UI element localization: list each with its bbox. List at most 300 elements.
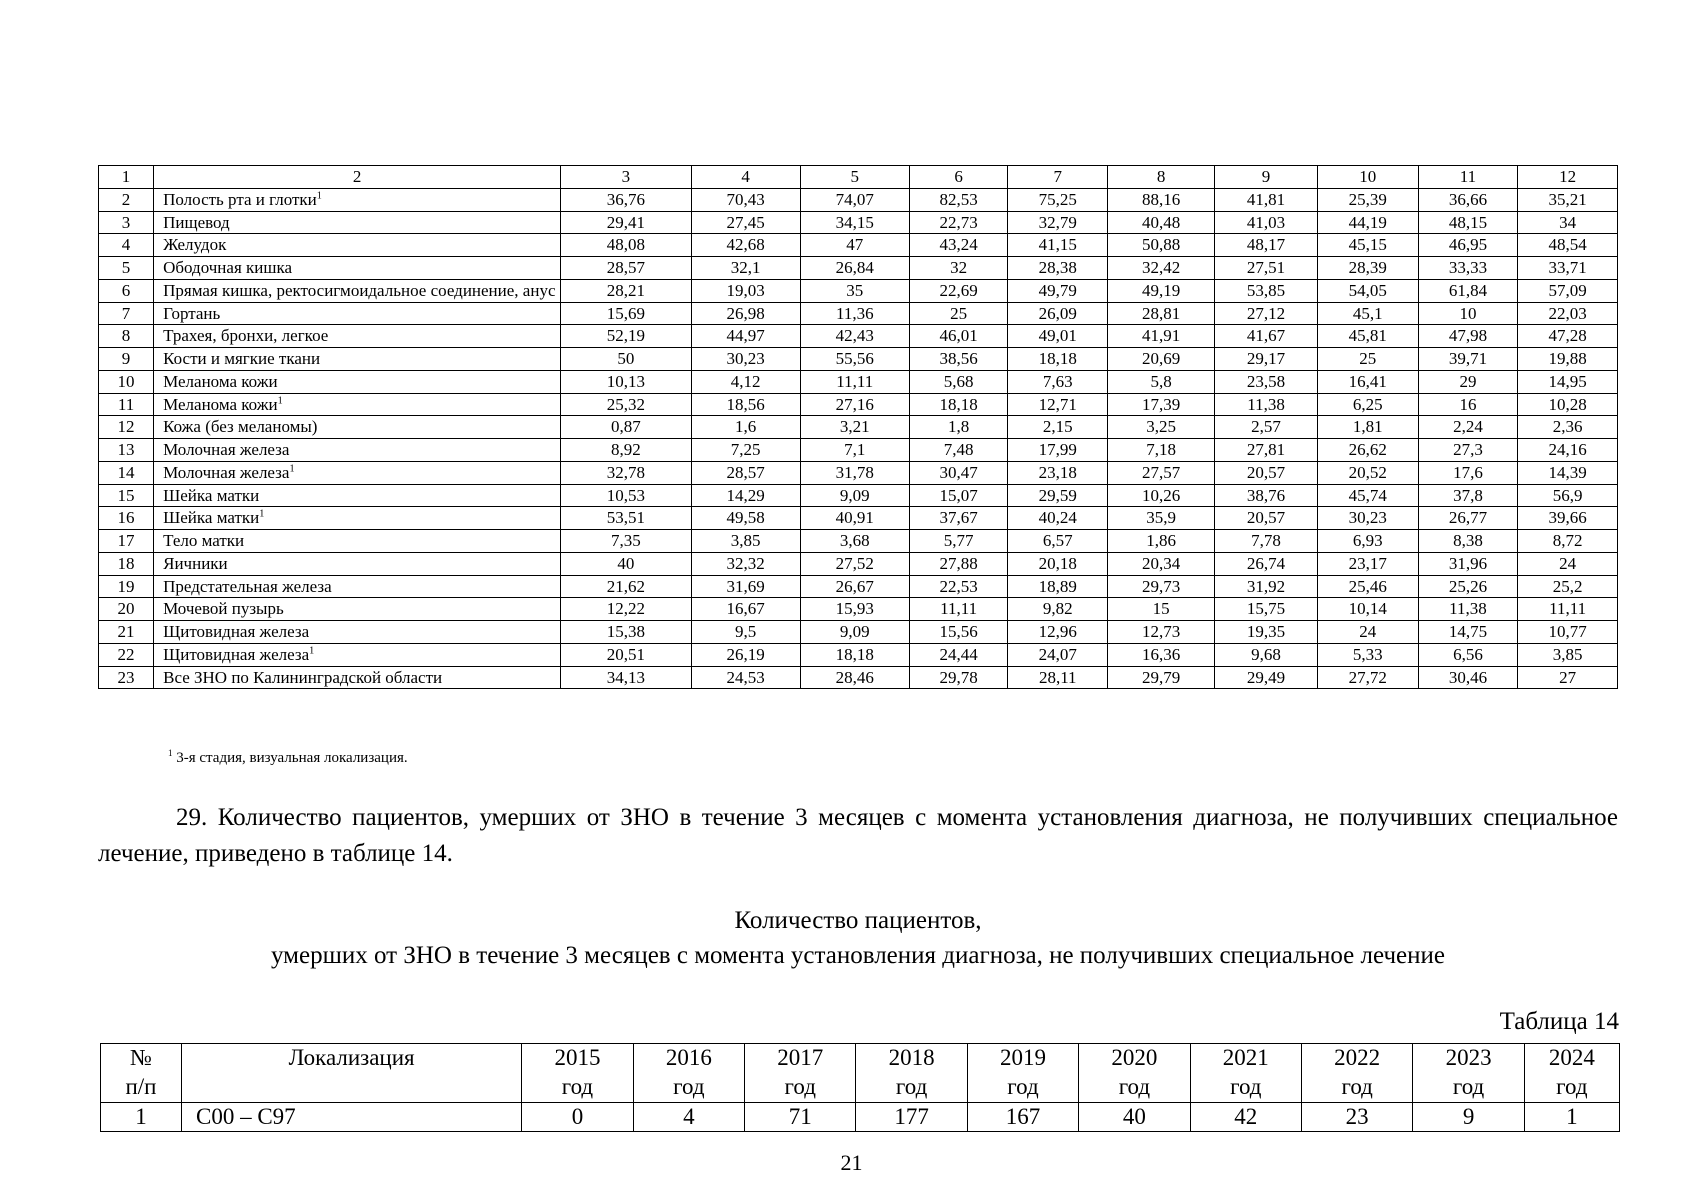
table-row (99, 188, 1618, 211)
value-cell: 41,91 (1108, 325, 1215, 348)
value-cell: 30,47 (909, 461, 1008, 484)
value-cell: 26,84 (800, 257, 909, 280)
value-cell: 6,25 (1317, 393, 1418, 416)
value-cell: 17,99 (1008, 439, 1108, 462)
row-number: 21 (99, 621, 154, 644)
value-cell: 27,72 (1317, 666, 1418, 689)
value-cell: 39,71 (1418, 348, 1518, 371)
table-row (99, 484, 1618, 507)
value-cell: 82,53 (909, 188, 1008, 211)
value-cell: 23 (1301, 1102, 1412, 1132)
table-row (99, 211, 1618, 234)
value-cell: 167 (967, 1102, 1078, 1132)
row-number: 8 (99, 325, 154, 348)
value-cell: 27,16 (800, 393, 909, 416)
value-cell: 38,76 (1215, 484, 1318, 507)
table-row (99, 302, 1618, 325)
value-cell: 53,51 (561, 507, 691, 530)
value-cell: 11,38 (1418, 598, 1518, 621)
header-year: 2016 год (633, 1044, 744, 1103)
value-cell: 47 (800, 234, 909, 257)
value-cell: 47,98 (1418, 325, 1518, 348)
value-cell: 41,03 (1215, 211, 1318, 234)
header-cell: 7 (1008, 166, 1108, 189)
value-cell: 44,19 (1317, 211, 1418, 234)
value-cell: 23,18 (1008, 461, 1108, 484)
value-cell: 26,74 (1215, 552, 1318, 575)
value-cell: 32 (909, 257, 1008, 280)
row-number: 7 (99, 302, 154, 325)
table-row (99, 575, 1618, 598)
row-number: 22 (99, 643, 154, 666)
value-cell: 31,69 (691, 575, 800, 598)
value-cell: 18,18 (909, 393, 1008, 416)
row-number: 18 (99, 552, 154, 575)
value-cell: 42,68 (691, 234, 800, 257)
value-cell: 1 (1524, 1102, 1619, 1132)
header-localization: Локализация (182, 1044, 522, 1103)
value-cell: 20,57 (1215, 507, 1318, 530)
value-cell: 45,15 (1317, 234, 1418, 257)
value-cell: 43,24 (909, 234, 1008, 257)
value-cell: 25 (909, 302, 1008, 325)
footnote-marker: 1 (309, 645, 315, 657)
header-year: 2018 год (856, 1044, 967, 1103)
value-cell: 31,78 (800, 461, 909, 484)
value-cell: 15,07 (909, 484, 1008, 507)
value-cell: 23,17 (1317, 552, 1418, 575)
table-row (99, 666, 1618, 689)
value-cell: 35,9 (1108, 507, 1215, 530)
row-number: 5 (99, 257, 154, 280)
value-cell: 7,78 (1215, 530, 1318, 553)
value-cell: 15,56 (909, 621, 1008, 644)
row-localization: Прямая кишка, ректосигмоидальное соединение, анус (154, 279, 561, 302)
value-cell: 1,86 (1108, 530, 1215, 553)
header-year: 2021 год (1190, 1044, 1301, 1103)
value-cell: 9,82 (1008, 598, 1108, 621)
value-cell: 22,03 (1518, 302, 1618, 325)
value-cell: 11,11 (909, 598, 1008, 621)
value-cell: 36,76 (561, 188, 691, 211)
header-cell: 11 (1418, 166, 1518, 189)
value-cell: 6,57 (1008, 530, 1108, 553)
table-row (99, 416, 1618, 439)
header-year: 2024 год (1524, 1044, 1619, 1103)
value-cell: 11,38 (1215, 393, 1318, 416)
value-cell: 48,54 (1518, 234, 1618, 257)
value-cell: 35,21 (1518, 188, 1618, 211)
value-cell: 12,71 (1008, 393, 1108, 416)
value-cell: 42 (1190, 1102, 1301, 1132)
table-row (99, 257, 1618, 280)
value-cell: 25,46 (1317, 575, 1418, 598)
value-cell: 45,1 (1317, 302, 1418, 325)
table-row (99, 325, 1618, 348)
value-cell: 45,74 (1317, 484, 1418, 507)
value-cell: 16,41 (1317, 370, 1418, 393)
header-cell: 9 (1215, 166, 1318, 189)
value-cell: 50,88 (1108, 234, 1215, 257)
value-cell: 27,45 (691, 211, 800, 234)
caption-line-2: умерших от ЗНО в течение 3 месяцев с момента установления диагноза, не получивших специальное лечение (271, 941, 1445, 969)
header-year: 2017 год (745, 1044, 856, 1103)
value-cell: 18,18 (800, 643, 909, 666)
value-cell: 30,23 (691, 348, 800, 371)
value-cell: 25,39 (1317, 188, 1418, 211)
row-number: 6 (99, 279, 154, 302)
header-cell: 8 (1108, 166, 1215, 189)
header-cell: 2 (154, 166, 561, 189)
value-cell: 2,36 (1518, 416, 1618, 439)
value-cell: 44,97 (691, 325, 800, 348)
row-number: 15 (99, 484, 154, 507)
header-year: 2015 год (522, 1044, 633, 1103)
value-cell: 26,19 (691, 643, 800, 666)
row-localization: Молочная железа (154, 439, 561, 462)
value-cell: 32,42 (1108, 257, 1215, 280)
value-cell: 18,18 (1008, 348, 1108, 371)
value-cell: 10,77 (1518, 621, 1618, 644)
value-cell: 20,34 (1108, 552, 1215, 575)
value-cell: 30,23 (1317, 507, 1418, 530)
value-cell: 54,05 (1317, 279, 1418, 302)
value-cell: 26,09 (1008, 302, 1108, 325)
value-cell: 22,69 (909, 279, 1008, 302)
row-localization: Шейка матки$^1$ (154, 507, 561, 530)
row-localization: Желудок (154, 234, 561, 257)
value-cell: 49,19 (1108, 279, 1215, 302)
value-cell: 48,15 (1418, 211, 1518, 234)
value-cell: 19,03 (691, 279, 800, 302)
value-cell: 4 (633, 1102, 744, 1132)
value-cell: 15,69 (561, 302, 691, 325)
value-cell: 5,68 (909, 370, 1008, 393)
value-cell: 56,9 (1518, 484, 1618, 507)
value-cell: 29,17 (1215, 348, 1318, 371)
footnote-marker: 1 (259, 508, 265, 520)
row-localization: Молочная железа$^1$ (154, 461, 561, 484)
row-number: 17 (99, 530, 154, 553)
row-localization: С00 – С97 (182, 1102, 522, 1132)
value-cell: 10,14 (1317, 598, 1418, 621)
value-cell: 11,11 (1518, 598, 1618, 621)
row-number: 12 (99, 416, 154, 439)
table-14-header-row (101, 1044, 1620, 1103)
row-localization: Трахея, бронхи, легкое (154, 325, 561, 348)
value-cell: 24 (1317, 621, 1418, 644)
value-cell: 49,79 (1008, 279, 1108, 302)
row-number: 11 (99, 393, 154, 416)
header-cell: 5 (800, 166, 909, 189)
value-cell: 45,81 (1317, 325, 1418, 348)
value-cell: 7,1 (800, 439, 909, 462)
value-cell: 31,92 (1215, 575, 1318, 598)
value-cell: 1,8 (909, 416, 1008, 439)
row-number: 19 (99, 575, 154, 598)
value-cell: 26,98 (691, 302, 800, 325)
row-localization: Мочевой пузырь (154, 598, 561, 621)
value-cell: 18,89 (1008, 575, 1108, 598)
value-cell: 29,78 (909, 666, 1008, 689)
row-localization: Меланома кожи$^1$ (154, 393, 561, 416)
table-row (99, 598, 1618, 621)
table-row (99, 234, 1618, 257)
value-cell: 4,12 (691, 370, 800, 393)
page-number: 21 (840, 1150, 863, 1175)
value-cell: 10,13 (561, 370, 691, 393)
value-cell: 16,67 (691, 598, 800, 621)
value-cell: 27,3 (1418, 439, 1518, 462)
value-cell: 9 (1413, 1102, 1524, 1132)
value-cell: 50 (561, 348, 691, 371)
value-cell: 7,63 (1008, 370, 1108, 393)
value-cell: 88,16 (1108, 188, 1215, 211)
value-cell: 14,29 (691, 484, 800, 507)
value-cell: 177 (856, 1102, 967, 1132)
value-cell: 35 (800, 279, 909, 302)
footnote-marker: 1 (289, 463, 295, 475)
row-number: 16 (99, 507, 154, 530)
value-cell: 5,33 (1317, 643, 1418, 666)
value-cell: 32,1 (691, 257, 800, 280)
value-cell: 2,24 (1418, 416, 1518, 439)
value-cell: 40 (561, 552, 691, 575)
value-cell: 21,62 (561, 575, 691, 598)
table-14-caption (98, 904, 1618, 973)
value-cell: 48,08 (561, 234, 691, 257)
row-localization: Кожа (без меланомы) (154, 416, 561, 439)
value-cell: 7,35 (561, 530, 691, 553)
value-cell: 57,09 (1518, 279, 1618, 302)
value-cell: 29,79 (1108, 666, 1215, 689)
value-cell: 48,17 (1215, 234, 1318, 257)
value-cell: 27,57 (1108, 461, 1215, 484)
value-cell: 32,78 (561, 461, 691, 484)
value-cell: 3,25 (1108, 416, 1215, 439)
value-cell: 12,73 (1108, 621, 1215, 644)
value-cell: 9,68 (1215, 643, 1318, 666)
table-14 (100, 1043, 1620, 1132)
value-cell: 5,8 (1108, 370, 1215, 393)
value-cell: 24,07 (1008, 643, 1108, 666)
value-cell: 8,92 (561, 439, 691, 462)
value-cell: 20,52 (1317, 461, 1418, 484)
value-cell: 26,77 (1418, 507, 1518, 530)
value-cell: 10,53 (561, 484, 691, 507)
value-cell: 9,09 (800, 484, 909, 507)
row-number: 14 (99, 461, 154, 484)
value-cell: 41,67 (1215, 325, 1318, 348)
header-cell: 10 (1317, 166, 1418, 189)
value-cell: 46,95 (1418, 234, 1518, 257)
value-cell: 27,51 (1215, 257, 1318, 280)
value-cell: 20,51 (561, 643, 691, 666)
row-localization: Щитовидная железа (154, 621, 561, 644)
header-cell: 12 (1518, 166, 1618, 189)
value-cell: 14,95 (1518, 370, 1618, 393)
row-localization: Яичники (154, 552, 561, 575)
value-cell: 16 (1418, 393, 1518, 416)
value-cell: 10 (1418, 302, 1518, 325)
value-cell: 28,81 (1108, 302, 1215, 325)
paragraph-29: 29. Количество пациентов, умерших от ЗНО в течение 3 месяцев с момента установления диагноза, не получивших специальное лечение, приведено в таблице 14. (98, 804, 1618, 867)
value-cell: 3,85 (1518, 643, 1618, 666)
value-cell: 10,28 (1518, 393, 1618, 416)
header-num: № п/п (101, 1044, 182, 1103)
value-cell: 30,46 (1418, 666, 1518, 689)
value-cell: 3,68 (800, 530, 909, 553)
value-cell: 5,77 (909, 530, 1008, 553)
value-cell: 14,39 (1518, 461, 1618, 484)
value-cell: 19,35 (1215, 621, 1318, 644)
value-cell: 6,93 (1317, 530, 1418, 553)
table-row (99, 461, 1618, 484)
value-cell: 19,88 (1518, 348, 1618, 371)
value-cell: 12,96 (1008, 621, 1108, 644)
value-cell: 11,11 (800, 370, 909, 393)
row-localization: Полость рта и глотки$^1$ (154, 188, 561, 211)
value-cell: 74,07 (800, 188, 909, 211)
value-cell: 34,13 (561, 666, 691, 689)
row-localization: Кости и мягкие ткани (154, 348, 561, 371)
table-row (99, 439, 1618, 462)
table-13-continuation (98, 165, 1618, 689)
value-cell: 42,43 (800, 325, 909, 348)
row-localization: Гортань (154, 302, 561, 325)
value-cell: 15,38 (561, 621, 691, 644)
value-cell: 20,18 (1008, 552, 1108, 575)
value-cell: 7,25 (691, 439, 800, 462)
row-localization: Предстательная железа (154, 575, 561, 598)
value-cell: 26,67 (800, 575, 909, 598)
value-cell: 29,41 (561, 211, 691, 234)
value-cell: 24,44 (909, 643, 1008, 666)
value-cell: 70,43 (691, 188, 800, 211)
table-row (99, 279, 1618, 302)
value-cell: 25,32 (561, 393, 691, 416)
value-cell: 22,53 (909, 575, 1008, 598)
value-cell: 9,5 (691, 621, 800, 644)
table-row (99, 507, 1618, 530)
value-cell: 14,75 (1418, 621, 1518, 644)
value-cell: 49,01 (1008, 325, 1108, 348)
row-number: 10 (99, 370, 154, 393)
value-cell: 61,84 (1418, 279, 1518, 302)
value-cell: 34 (1518, 211, 1618, 234)
value-cell: 1,81 (1317, 416, 1418, 439)
value-cell: 6,56 (1418, 643, 1518, 666)
value-cell: 20,57 (1215, 461, 1318, 484)
value-cell: 28,57 (561, 257, 691, 280)
value-cell: 25 (1317, 348, 1418, 371)
row-number: 3 (99, 211, 154, 234)
header-year: 2023 год (1413, 1044, 1524, 1103)
value-cell: 25,2 (1518, 575, 1618, 598)
value-cell: 46,01 (909, 325, 1008, 348)
value-cell: 40,24 (1008, 507, 1108, 530)
value-cell: 24,16 (1518, 439, 1618, 462)
value-cell: 8,38 (1418, 530, 1518, 553)
value-cell: 10,26 (1108, 484, 1215, 507)
value-cell: 36,66 (1418, 188, 1518, 211)
row-localization: Меланома кожи (154, 370, 561, 393)
value-cell: 18,56 (691, 393, 800, 416)
value-cell: 11,36 (800, 302, 909, 325)
table-row (99, 530, 1618, 553)
value-cell: 9,09 (800, 621, 909, 644)
table-row (99, 643, 1618, 666)
value-cell: 24,53 (691, 666, 800, 689)
value-cell: 28,39 (1317, 257, 1418, 280)
value-cell: 15,93 (800, 598, 909, 621)
value-cell: 29,59 (1008, 484, 1108, 507)
row-number: 4 (99, 234, 154, 257)
value-cell: 55,56 (800, 348, 909, 371)
row-number: 2 (99, 188, 154, 211)
table-row (99, 393, 1618, 416)
header-year: 2022 год (1301, 1044, 1412, 1103)
value-cell: 20,69 (1108, 348, 1215, 371)
table-13-header-row (99, 166, 1618, 189)
value-cell: 0,87 (561, 416, 691, 439)
value-cell: 3,85 (691, 530, 800, 553)
value-cell: 53,85 (1215, 279, 1318, 302)
value-cell: 25,26 (1418, 575, 1518, 598)
value-cell: 52,19 (561, 325, 691, 348)
value-cell: 40 (1079, 1102, 1190, 1132)
table-row (99, 370, 1618, 393)
value-cell: 40,91 (800, 507, 909, 530)
value-cell: 28,46 (800, 666, 909, 689)
value-cell: 29,73 (1108, 575, 1215, 598)
row-number: 23 (99, 666, 154, 689)
row-localization: Пищевод (154, 211, 561, 234)
value-cell: 41,15 (1008, 234, 1108, 257)
table-row (99, 552, 1618, 575)
value-cell: 15 (1108, 598, 1215, 621)
value-cell: 24 (1518, 552, 1618, 575)
value-cell: 41,81 (1215, 188, 1318, 211)
value-cell: 37,67 (909, 507, 1008, 530)
row-localization: Ободочная кишка (154, 257, 561, 280)
value-cell: 29,49 (1215, 666, 1318, 689)
row-localization: Шейка матки (154, 484, 561, 507)
value-cell: 7,48 (909, 439, 1008, 462)
header-cell: 3 (561, 166, 691, 189)
value-cell: 27,81 (1215, 439, 1318, 462)
value-cell: 34,15 (800, 211, 909, 234)
value-cell: 32,32 (691, 552, 800, 575)
row-number: 13 (99, 439, 154, 462)
row-localization: Тело матки (154, 530, 561, 553)
row-number: 1 (101, 1102, 182, 1132)
footnote: $^1$ 3-я стадия, визуальная локализация. (168, 748, 408, 766)
header-cell: 6 (909, 166, 1008, 189)
value-cell: 27,12 (1215, 302, 1318, 325)
value-cell: 7,18 (1108, 439, 1215, 462)
value-cell: 47,28 (1518, 325, 1618, 348)
caption-line-1: Количество пациентов, (734, 907, 982, 934)
value-cell: 2,15 (1008, 416, 1108, 439)
table-row (99, 348, 1618, 371)
value-cell: 71 (745, 1102, 856, 1132)
value-cell: 17,6 (1418, 461, 1518, 484)
value-cell: 28,57 (691, 461, 800, 484)
header-year: 2019 год (967, 1044, 1078, 1103)
value-cell: 32,79 (1008, 211, 1108, 234)
value-cell: 27 (1518, 666, 1618, 689)
